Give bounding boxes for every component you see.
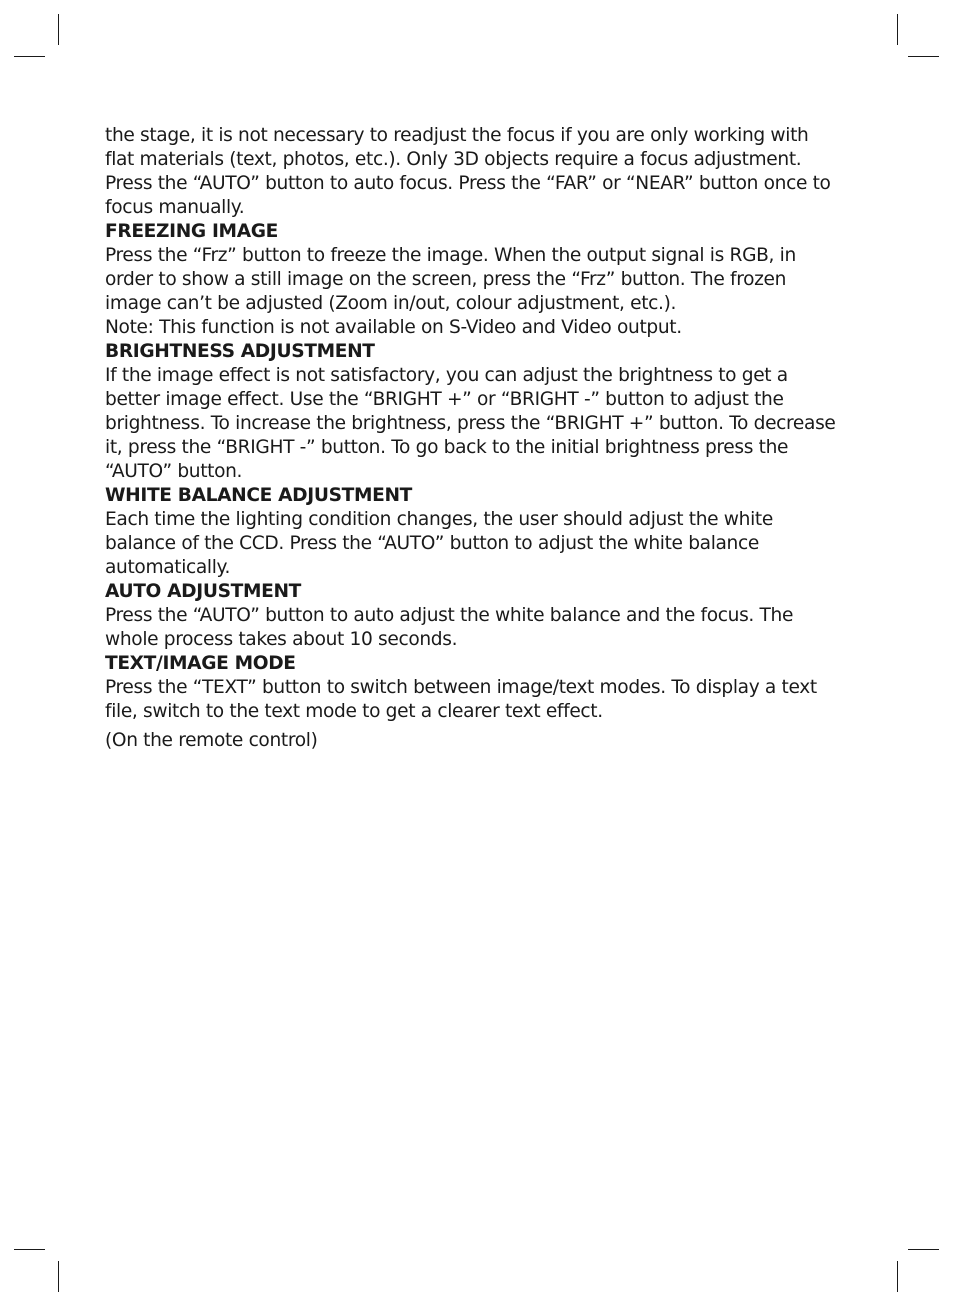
section-heading-brightness-adjustment: BRIGHTNESS ADJUSTMENT	[105, 341, 375, 362]
crop-mark-top-right-vertical	[897, 14, 898, 45]
section-heading-auto-adjustment: AUTO ADJUSTMENT	[105, 581, 301, 602]
crop-mark-top-left-horizontal	[14, 56, 45, 57]
auto-adjustment-paragraph: Press the “AUTO” button to auto adjust the white balance and the focus. The whole process takes about 10 seconds.	[105, 605, 794, 650]
section-heading-text-image-mode: TEXT/IMAGE MODE	[105, 653, 296, 674]
text-image-mode-paragraph: Press the “TEXT” button to switch between image/text modes. To display a text file, switch to the text mode to get a clearer text effect.	[105, 677, 817, 722]
crop-mark-bottom-left-vertical	[58, 1261, 59, 1292]
section-heading-freezing-image: FREEZING IMAGE	[105, 221, 278, 242]
crop-mark-bottom-right-horizontal	[908, 1249, 939, 1250]
freezing-image-note: Note: This function is not available on S-Video and Video output.	[105, 317, 682, 338]
crop-mark-bottom-right-vertical	[897, 1261, 898, 1292]
crop-mark-top-right-horizontal	[908, 56, 939, 57]
remote-control-note: (On the remote control)	[105, 730, 318, 751]
freezing-image-paragraph: Press the “Frz” button to freeze the image. When the output signal is RGB, in order to show a still image on the screen, press the “Frz” button. The frozen image can’t be adjusted (Zoom in/out, colour adjustment, etc.).	[105, 245, 796, 314]
document-body	[105, 124, 840, 753]
section-heading-white-balance-adjustment: WHITE BALANCE ADJUSTMENT	[105, 485, 412, 506]
brightness-adjustment-paragraph: If the image effect is not satisfactory, you can adjust the brightness to get a better image effect. Use the “BRIGHT +” or “BRIGHT -” button to adjust the brightness. To increase the brightness, press the “BRIGHT +” button. To decrease it, press the “BRIGHT -” button. To go back to the initial brightness press the “AUTO” button.	[105, 365, 836, 482]
crop-mark-bottom-left-horizontal	[14, 1249, 45, 1250]
crop-mark-top-left-vertical	[58, 14, 59, 45]
white-balance-adjustment-paragraph: Each time the lighting condition changes, the user should adjust the white balance of the CCD. Press the “AUTO” button to adjust the white balance automatically.	[105, 509, 773, 578]
intro-paragraph: the stage, it is not necessary to readjust the focus if you are only working with flat materials (text, photos, etc.). Only 3D objects require a focus adjustment. Press the “AUTO” button to auto focus. Press the “FAR” or “NEAR” button once to focus manually.	[105, 125, 831, 218]
